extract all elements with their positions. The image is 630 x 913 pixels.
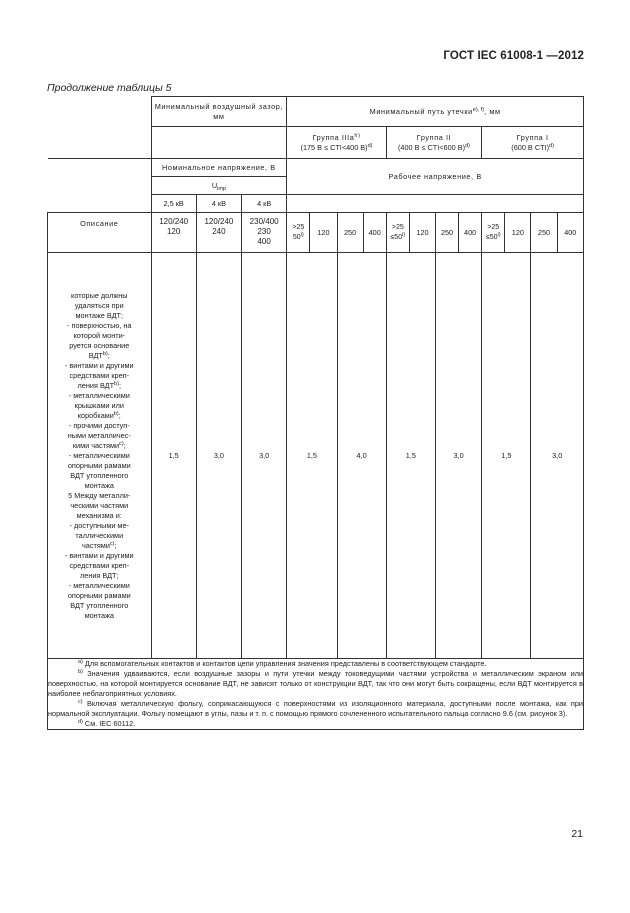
creepage-I-low: 1,5 (482, 253, 531, 659)
working-col-120-I: 120 (505, 213, 531, 253)
impulse-value-3: 4 кВ (242, 195, 287, 213)
clearance-value-2: 3,0 (196, 253, 241, 659)
uimp-header: $U_{imp}$ (151, 177, 287, 195)
working-col-first-IIIa: >25 50$^{i)}$ (287, 213, 310, 253)
working-col-120-IIIa: 120 (310, 213, 337, 253)
table-caption: Продолжение таблицы 5 (47, 82, 172, 94)
group-I-header: Группа I (600 В CTI)$^{d)}$ (482, 127, 584, 159)
working-empty (287, 195, 584, 213)
impulse-value-1: 2,5 кВ (151, 195, 196, 213)
creepage-II-low: 1,5 (386, 253, 435, 659)
working-col-first-II: >25 $\le 50^{i)}$ (386, 213, 409, 253)
nominal-col-1: 120/240 120 (151, 213, 196, 253)
nominal-col-2: 120/240 240 (196, 213, 241, 253)
working-col-first-I: >25 $\le 50^{i)}$ (482, 213, 505, 253)
creepage-IIIa-high: 4,0 (337, 253, 386, 659)
description-cell: которые должны удаляться при монтаже ВДТ; - поверхностью, на которой монти- руется основание ВДТ$^{b)}$; - винтами и другими средствами креп- ления ВДТ$^{b)}$; - металлическими крышками или коробками$^{b)}$; - прочими доступ- ными металличес- кими частями$^{c)}$; - металлическими опорными рамами ВДТ утопленного монтажа 5 Между металли- ческими частями механизма и: - доступными ме- таллическими частями$^{c)}$; - винтами и другими средствами креп- ления ВДТ; - металлическими опорными рамами ВДТ утопленного монтажа (48, 253, 152, 659)
page-number: 21 (571, 828, 583, 840)
footnote-a: $^{a)}$ Для вспомогательных контактов и контактов цепи управления значения представлены в соответствующем стандарте. (78, 659, 487, 668)
working-col-120-II: 120 (409, 213, 435, 253)
working-col-250-I: 250 (531, 213, 557, 253)
nominal-col-3: 230/400 230 400 (242, 213, 287, 253)
description-header: Описание (48, 213, 152, 253)
creepage-I-high: 3,0 (531, 253, 584, 659)
group-II-header: Группа II (400 В ≤ CTI<600 В)$^{d)}$ (386, 127, 481, 159)
blank-corner (48, 97, 152, 159)
clearance-empty (151, 127, 287, 159)
clearance-value-3: 3,0 (242, 253, 287, 659)
creepage-IIIa-low: 1,5 (287, 253, 337, 659)
working-col-400-I: 400 (557, 213, 583, 253)
footnote-c: $^{c)}$ Включая металлическую фольгу, соприкасающуюся с поверхностями из изоляционного материала, доступными после монтажа, как при нормальной эксплуатации. Фольгу помещают в углы, пазы и т. п. с помощью прямого сочлененного испытательного пальца согласно 9.6 (см. рисунок 3). (48, 699, 583, 718)
creepage-header: Минимальный путь утечки$^{е), f)}$, мм (287, 97, 584, 127)
document-code: ГОСТ IEC 61008-1 —2012 (443, 50, 584, 62)
working-col-250-II: 250 (435, 213, 458, 253)
working-col-400-IIIa: 400 (363, 213, 386, 253)
working-voltage-header: Рабочее напряжение, В (287, 159, 584, 195)
group-IIIa-header: Группа IIIa$^{h)}$ (175 В ≤ CTI<400 В)$^{d)}$ (287, 127, 386, 159)
clearance-value-1: 1,5 (151, 253, 196, 659)
blank-cell (48, 159, 152, 213)
clearance-header: Минимальный воздушный зазор, мм (151, 97, 287, 127)
rated-voltage-header: Номинальное напряжение, В (151, 159, 287, 177)
working-col-250-IIIa: 250 (337, 213, 363, 253)
requirements-table (47, 96, 584, 730)
working-col-400-II: 400 (459, 213, 482, 253)
footnote-b: $^{b)}$ Значения удваиваются, если воздушные зазоры и пути утечки между токоведущими частями устройства и металлическим экраном или поверхностью, на которой монтируется основание ВДТ, не зависят только от конструкции ВДТ, так что они могут быть сокращены, если ВДТ монтируется в наиболее неблагоприятных условиях. (48, 669, 583, 698)
impulse-value-2: 4 кВ (196, 195, 241, 213)
creepage-II-high: 3,0 (435, 253, 481, 659)
footnote-d: $^{d)}$ См. IEC 60112. (78, 719, 136, 728)
footnotes (48, 659, 584, 730)
